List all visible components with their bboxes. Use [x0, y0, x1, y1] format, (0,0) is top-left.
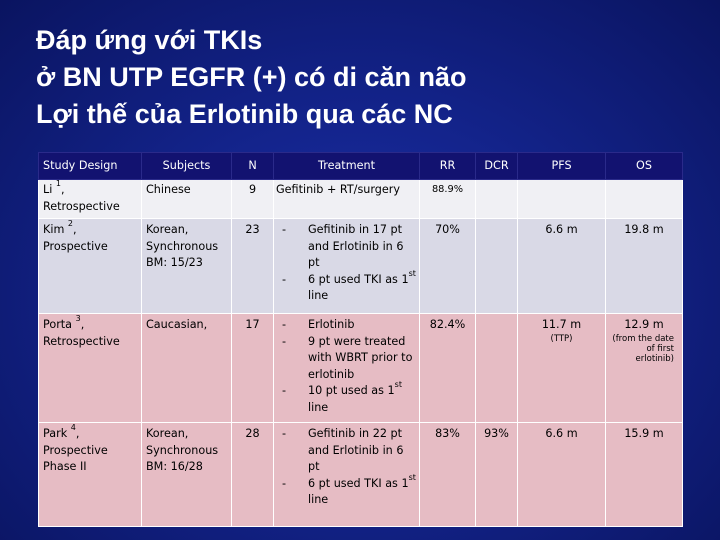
study-design-cell [39, 219, 142, 314]
treatment-item [276, 317, 417, 334]
bullet-dash: - [282, 384, 287, 397]
pfs-cell [518, 314, 606, 423]
header-treatment: Treatment [274, 153, 420, 180]
treatment-item-end: line [308, 400, 329, 414]
title-line-2: ở BN UTP EGFR (+) có di căn não [36, 62, 467, 92]
study-name: Li [43, 183, 53, 196]
os-value: 12.9 m [624, 318, 664, 331]
study-name: Porta [43, 318, 73, 331]
n-cell: 17 [232, 314, 274, 423]
treatment-item-text [308, 472, 417, 509]
treatment-item-end: line [308, 289, 329, 302]
pfs-value: 11.7 m [541, 318, 582, 331]
title-line-3: Lợi thế của Erlotinib qua các NC [36, 99, 453, 129]
treatment-cell [274, 180, 420, 219]
treatment-item-text: Gefitinib in 22 pt and Erlotinib in 6 pt [308, 427, 404, 473]
rr-cell: 88.9% [420, 180, 476, 219]
header-subjects: Subjects [142, 153, 232, 180]
treatment-item-end: line [308, 493, 329, 506]
treatment-item [276, 472, 417, 509]
treatment-item-main: 10 pt used as 1 [308, 384, 395, 397]
treatment-item-text: Gefitinib in 17 pt and Erlotinib in 6 pt [308, 223, 404, 269]
treatment-cell [274, 219, 420, 314]
rr-cell: 82.4% [420, 314, 476, 423]
treatment-item-main: 6 pt used TKI as 1 [308, 272, 409, 286]
rr-cell: 83% [420, 423, 476, 527]
ordinal-suffix: st [408, 268, 416, 278]
bullet-dash: - [282, 318, 287, 331]
bullet-dash: - [282, 476, 287, 490]
study-ref: 2 [67, 219, 73, 229]
treatment-item-main: 6 pt used TKI as 1 [308, 476, 409, 490]
bullet-dash: - [282, 272, 287, 286]
bullet-dash: - [282, 334, 287, 348]
study-design-cell [39, 180, 142, 219]
os-cell [606, 180, 683, 219]
table-row [39, 180, 683, 219]
dcr-cell: 93% [476, 423, 518, 527]
treatment-cell [274, 423, 420, 527]
treatment-item [276, 268, 417, 305]
bullet-dash: - [282, 427, 287, 440]
n-cell: 28 [232, 423, 274, 527]
treatment-item-text [308, 380, 417, 416]
slide-title [36, 22, 696, 133]
rr-cell: 70% [420, 219, 476, 314]
treatment-list [276, 426, 417, 509]
study-comma: , [73, 223, 77, 236]
header-os: OS [606, 153, 683, 180]
study-comma: , [75, 427, 80, 440]
study-ref: 3 [75, 314, 81, 324]
header-pfs: PFS [518, 153, 606, 180]
header-rr: RR [420, 153, 476, 180]
n-cell: 23 [232, 219, 274, 314]
treatment-item-text [308, 268, 417, 305]
study-design-cell [39, 314, 142, 423]
study-ref: 4 [70, 423, 76, 433]
os-cell: 15.9 m [606, 423, 683, 527]
table-header-row [39, 153, 683, 180]
header-dcr: DCR [476, 153, 518, 180]
treatment-item-text: Erlotinib [308, 318, 355, 331]
treatment-item [276, 426, 417, 476]
os-cell: 19.8 m [606, 219, 683, 314]
treatment-item [276, 334, 417, 384]
header-n: N [232, 153, 274, 180]
pfs-note: (TTP) [550, 333, 573, 344]
treatment-list [276, 317, 417, 416]
studies-table [38, 152, 683, 527]
bullet-dash: - [282, 223, 287, 236]
study-comma: , [61, 183, 65, 196]
pfs-cell: 6.6 m [518, 219, 606, 314]
study-design: Retrospective [43, 334, 120, 348]
study-name: Kim [43, 223, 65, 236]
table-row [39, 423, 683, 527]
subjects-cell: Korean, Synchronous BM: 16/28 [142, 423, 232, 527]
pfs-cell: 6.6 m [518, 423, 606, 527]
table-row [39, 314, 683, 423]
treatment-list [276, 222, 417, 305]
study-design: Prospective [43, 239, 108, 253]
dcr-cell [476, 180, 518, 219]
study-design: Prospective Phase II [43, 443, 108, 473]
ordinal-suffix: st [408, 472, 416, 482]
n-cell: 9 [232, 180, 274, 219]
os-note: (from the date of first erlotinib) [612, 333, 674, 364]
subjects-cell: Korean, Synchronous BM: 15/23 [142, 219, 232, 314]
treatment-text: Gefitinib + RT/surgery [276, 183, 400, 196]
os-cell [606, 314, 683, 423]
treatment-item [276, 380, 417, 416]
dcr-cell [476, 314, 518, 423]
pfs-cell [518, 180, 606, 219]
study-design-cell [39, 423, 142, 527]
header-study-design: Study Design [39, 153, 142, 180]
table-row [39, 219, 683, 314]
treatment-cell [274, 314, 420, 423]
dcr-cell [476, 219, 518, 314]
treatment-item-text: 9 pt were treated with WBRT prior to erlotinib [308, 334, 413, 381]
study-design: Retrospective [43, 199, 120, 213]
study-comma: , [80, 318, 85, 331]
study-ref: 1 [55, 179, 61, 189]
ordinal-suffix: st [394, 380, 402, 390]
study-name: Park [43, 427, 68, 440]
treatment-item [276, 222, 417, 272]
subjects-cell: Caucasian, [142, 314, 232, 423]
subjects-cell: Chinese [142, 180, 232, 219]
title-line-1: Đáp ứng với TKIs [36, 25, 263, 55]
